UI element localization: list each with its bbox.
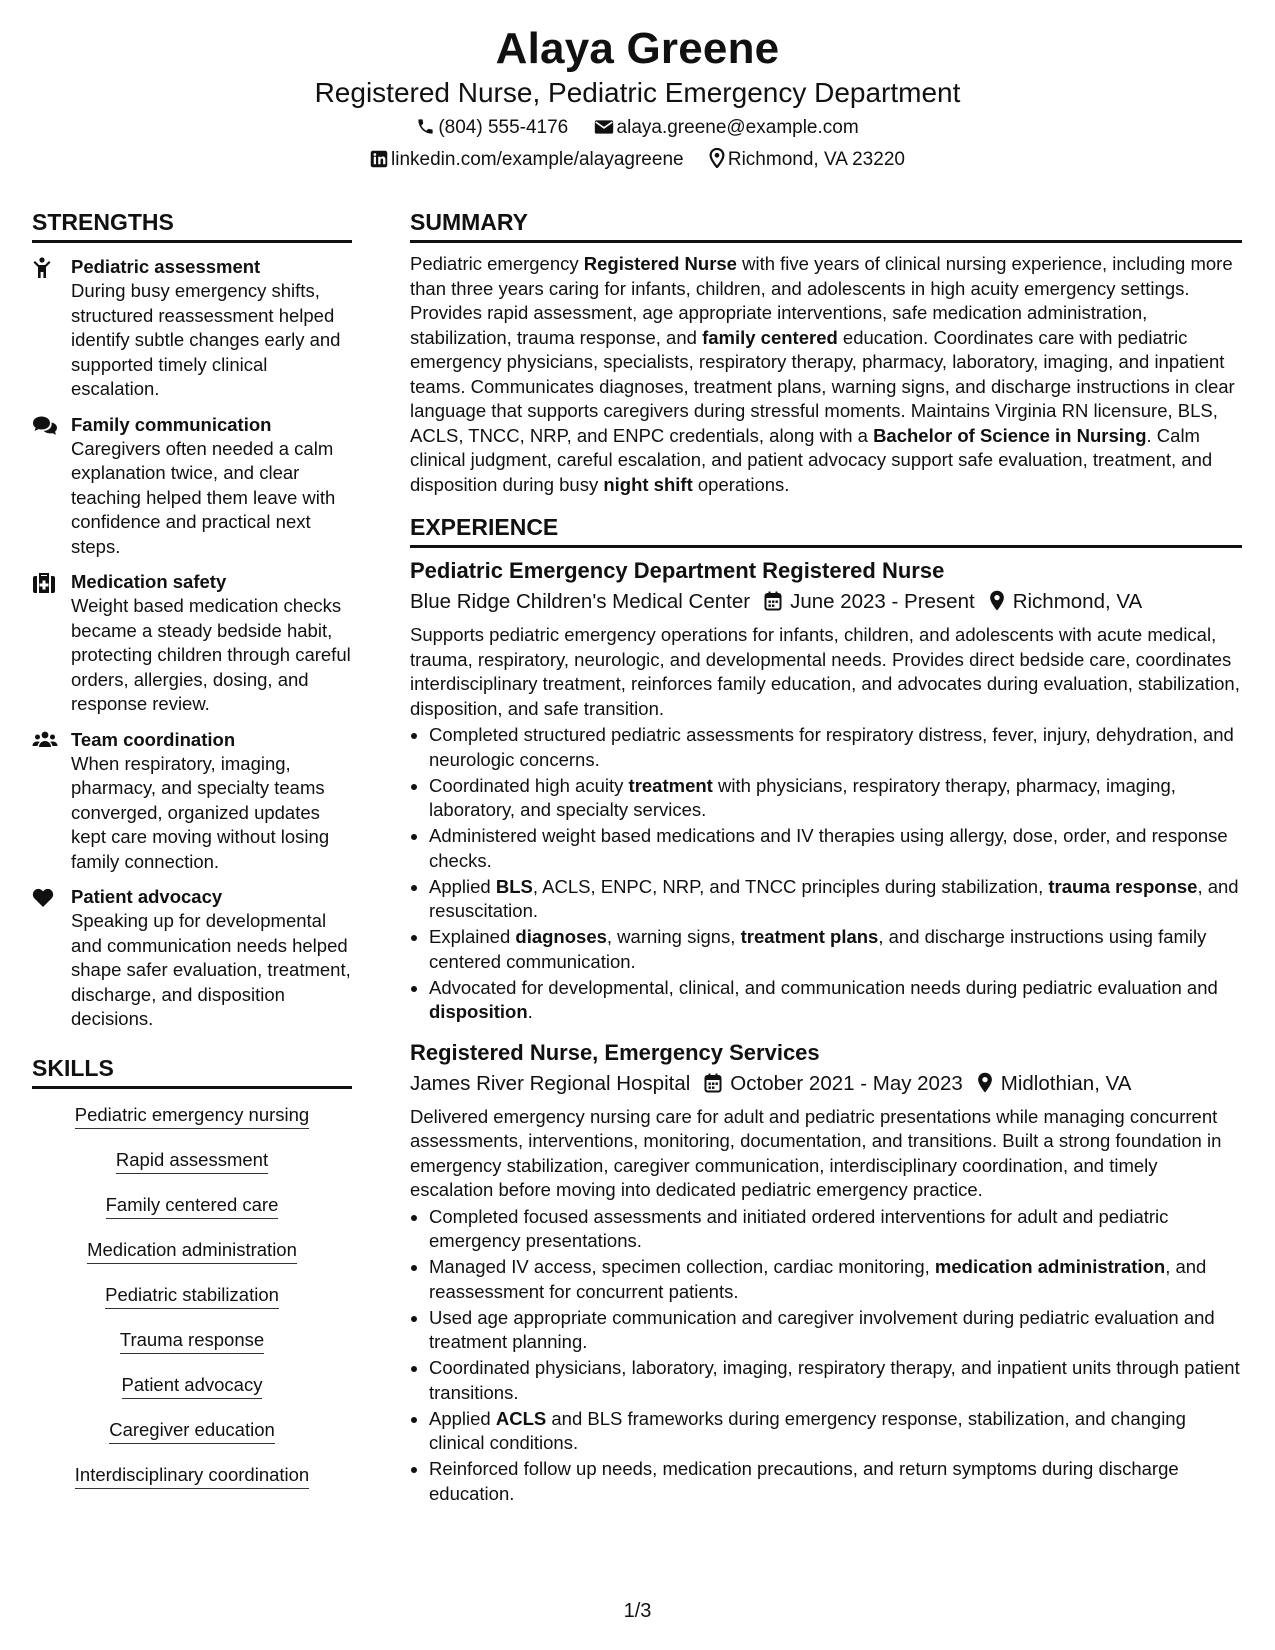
strength-title: Medication safety [71,571,227,592]
strength-title: Team coordination [71,728,236,750]
skill-item: Trauma response [120,1328,264,1354]
summary-bold: Registered Nurse [583,253,737,274]
map-pin-icon [977,1072,993,1093]
calendar-icon [704,1073,722,1093]
envelope-icon [594,118,614,136]
job-meta [410,588,1242,616]
strength-description: Weight based medication checks became a steady bedside habit, protecting children through careful orders, allergies, dosing, and response review. [71,595,351,714]
bullet-text: Used age appropriate communication and caregiver involvement during pediatric evaluation and treatment planning. [429,1306,1215,1352]
job-bullets [410,723,1242,1025]
bullet-text: , warning signs, [606,926,741,947]
calendar-icon [764,591,782,611]
job-bullets [410,1205,1242,1507]
skill-item: Rapid assessment [116,1148,268,1174]
strength-description: Speaking up for developmental and communication needs helped shape safer evaluation, treatment, discharge, and disposition decisions. [71,910,351,1029]
skill-item: Medication administration [87,1238,297,1264]
bullet-text: Explained [429,926,516,947]
left-column [32,208,352,1508]
skills-list [32,1103,352,1508]
summary-bold: family centered [702,326,838,348]
right-column [410,208,1242,1508]
job-bullet [429,1306,1242,1355]
job-bullet [429,1255,1242,1304]
map-pin-icon [709,148,725,168]
job-location-wrap [989,588,1143,616]
bullet-text: Administered weight based medications and IV therapies using allergy, dose, order, and response checks. [429,825,1228,871]
job-description: Delivered emergency nursing care for adult and pediatric presentations while managing concurrent assessments, interventions, monitoring, documentation, and transitions. Built a strong foundation in emergency stabilization, caregiver communication, interdisciplinary coordination, and timely escalation before moving into dedicated pediatric emergency practice. [410,1105,1222,1200]
bullet-text: Advocated for developmental, clinical, and communication needs during pediatric evaluation and [429,976,1218,998]
bullet-text: Reinforced follow up needs, medication precautions, and return symptoms during discharge education. [429,1458,1179,1504]
skill-item: Caregiver education [109,1418,275,1444]
job-dates: June 2023 - Present [790,590,975,613]
job-bullet [429,1407,1242,1456]
bullet-text: Coordinated high acuity [429,774,629,796]
job-dates: October 2021 - May 2023 [730,1071,963,1095]
child-icon [32,257,58,279]
linkedin-contact[interactable] [370,148,684,172]
bullet-text: , ACLS, ENPC, NRP, and TNCC principles during stabilization, [532,875,1049,897]
bullet-bold: trauma response [1048,875,1198,897]
job-title: Registered Nurse, Emergency Services [410,1039,820,1065]
strength-item [32,570,352,717]
job-location: Midlothian, VA [1000,1071,1132,1095]
page-indicator: 1/3 [623,1600,652,1622]
phone-text: (804) 555-4176 [438,117,569,138]
linkedin-icon [370,150,388,168]
phone-contact[interactable] [416,116,568,140]
job-bullet [429,824,1242,873]
heart-icon [32,887,58,909]
linkedin-text: linkedin.com/example/alayagreene [391,149,684,170]
bullet-text: , and discharge instructions using family centered communication. [429,926,1207,972]
job-entry [410,557,1242,1025]
job-title: Pediatric Emergency Department Registered Nurse [410,558,945,583]
contact-row-1 [0,116,1275,140]
bullet-bold: medication administration [934,1256,1166,1277]
bullet-bold: ACLS [495,1407,547,1429]
strength-title: Pediatric assessment [71,256,261,277]
strength-item [32,885,352,1032]
strengths-heading: STRENGTHS [32,208,352,243]
location-text: Richmond, VA 23220 [727,149,905,170]
bullet-text: , and resuscitation. [429,875,1239,921]
job-bullet [429,976,1242,1025]
summary-text: . Calm clinical judgment, careful escalation, and patient advocacy support safe evaluation, treatment, and disposition during busy [410,424,1213,495]
bullet-bold: diagnoses [515,926,607,947]
bullet-bold: BLS [495,875,533,897]
job-entry [410,1039,1242,1507]
skill-item: Family centered care [106,1193,279,1219]
phone-icon [416,117,435,136]
summary-text [410,252,1242,497]
job-employer: Blue Ridge Children's Medical Center [410,590,751,613]
summary-heading: SUMMARY [410,208,1242,243]
bullet-bold: disposition [429,1001,528,1022]
strength-description: Caregivers often needed a calm explanation twice, and clear teaching helped them leave with confidence and practical next steps. [71,437,336,557]
job-bullet [429,875,1242,924]
map-pin-icon [989,590,1005,611]
bullet-text: Applied [429,875,496,897]
strength-title: Family communication [71,413,272,435]
candidate-name: Alaya Greene [495,24,780,73]
job-meta [410,1070,1242,1098]
experience-heading: EXPERIENCE [410,513,1242,548]
job-description: Supports pediatric emergency operations for infants, children, and adolescents with acute medical, trauma, respiratory, neurologic, and developmental needs. Provides direct bedside care, coordinates interdisciplinary treatment, reinforces family education, and advocates during evaluation, stabilization, disposition, and safe transition. [410,624,1240,719]
bullet-text: Applied [429,1407,496,1429]
strength-description: During busy emergency shifts, structured reassessment helped identify subtle changes early and supported timely clinical escalation. [71,280,341,399]
job-dates-wrap [704,1070,962,1098]
strength-description: When respiratory, imaging, pharmacy, and specialty teams converged, organized updates kept care moving without losing family connection. [71,752,330,872]
bullet-text: Completed structured pediatric assessments for respiratory distress, fever, injury, dehydration, and neurologic concerns. [429,724,1234,770]
email-text: alaya.greene@example.com [616,117,859,138]
job-location: Richmond, VA [1012,590,1143,613]
skills-heading: SKILLS [32,1054,352,1089]
summary-text: with five years of clinical nursing experience, including more than three years caring for infants, children, and adolescents in high acuity emergency settings. Provides rapid assessment, age appropriate interventions, safe medication administration, stabilization, trauma response, and [410,253,1233,348]
job-employer: James River Regional Hospital [410,1071,691,1095]
bullet-bold: treatment plans [740,926,879,947]
skill-item: Interdisciplinary coordination [75,1463,309,1489]
summary-text: education. Coordinates care with pediatric emergency physicians, specialists, respiratory therapy, pharmacy, laboratory, imaging, and inpatient teams. Communicates diagnoses, treatment plans, warning signs, and discharge instructions in clear language that supports caregivers during stressful moments. Maintains Virginia RN licensure, BLS, ACLS, TNCC, NRP, and ENPC credentials, along with a [410,326,1235,446]
summary-bold: night shift [603,473,693,495]
job-bullet [429,774,1242,823]
job-bullet [429,723,1242,772]
job-dates-wrap [764,588,975,616]
email-contact[interactable] [594,116,859,140]
job-bullet [429,925,1242,974]
bullet-text: Completed focused assessments and initiated ordered interventions for adult and pediatric emergency presentations. [429,1205,1169,1251]
skill-item: Pediatric emergency nursing [75,1103,309,1129]
chat-bubbles-icon [32,415,58,437]
strength-item [32,255,352,402]
skill-item: Patient advocacy [122,1373,263,1399]
strength-item [32,728,352,875]
bullet-text: , and reassessment for concurrent patients. [429,1256,1207,1302]
resume-header [0,22,1275,172]
strength-item [32,413,352,560]
location-contact [709,148,905,172]
job-bullet [429,1205,1242,1254]
summary-text: Pediatric emergency [410,253,584,274]
bullet-text: . [527,1001,533,1022]
skill-item: Pediatric stabilization [105,1283,279,1309]
bullet-text: Coordinated physicians, laboratory, imaging, respiratory therapy, and inpatient units through patient transitions. [429,1357,1240,1403]
strengths-list [32,255,352,1032]
summary-bold: Bachelor of Science in Nursing [873,424,1147,446]
bullet-text: Managed IV access, specimen collection, cardiac monitoring, [429,1256,935,1277]
bullet-bold: treatment [628,774,713,796]
summary-text: operations. [692,473,790,495]
bullet-text: and BLS frameworks during emergency response, stabilization, and changing clinical conditions. [429,1407,1186,1453]
users-icon [32,730,58,752]
bullet-text: with physicians, respiratory therapy, pharmacy, imaging, laboratory, and specialty services. [429,774,1176,820]
contact-row-2 [0,148,1275,172]
job-bullet [429,1457,1242,1506]
job-location-wrap [977,1070,1132,1098]
medkit-icon [32,572,58,594]
job-bullet [429,1356,1242,1405]
strength-title: Patient advocacy [71,886,223,907]
candidate-title: Registered Nurse, Pediatric Emergency Department [314,77,961,108]
